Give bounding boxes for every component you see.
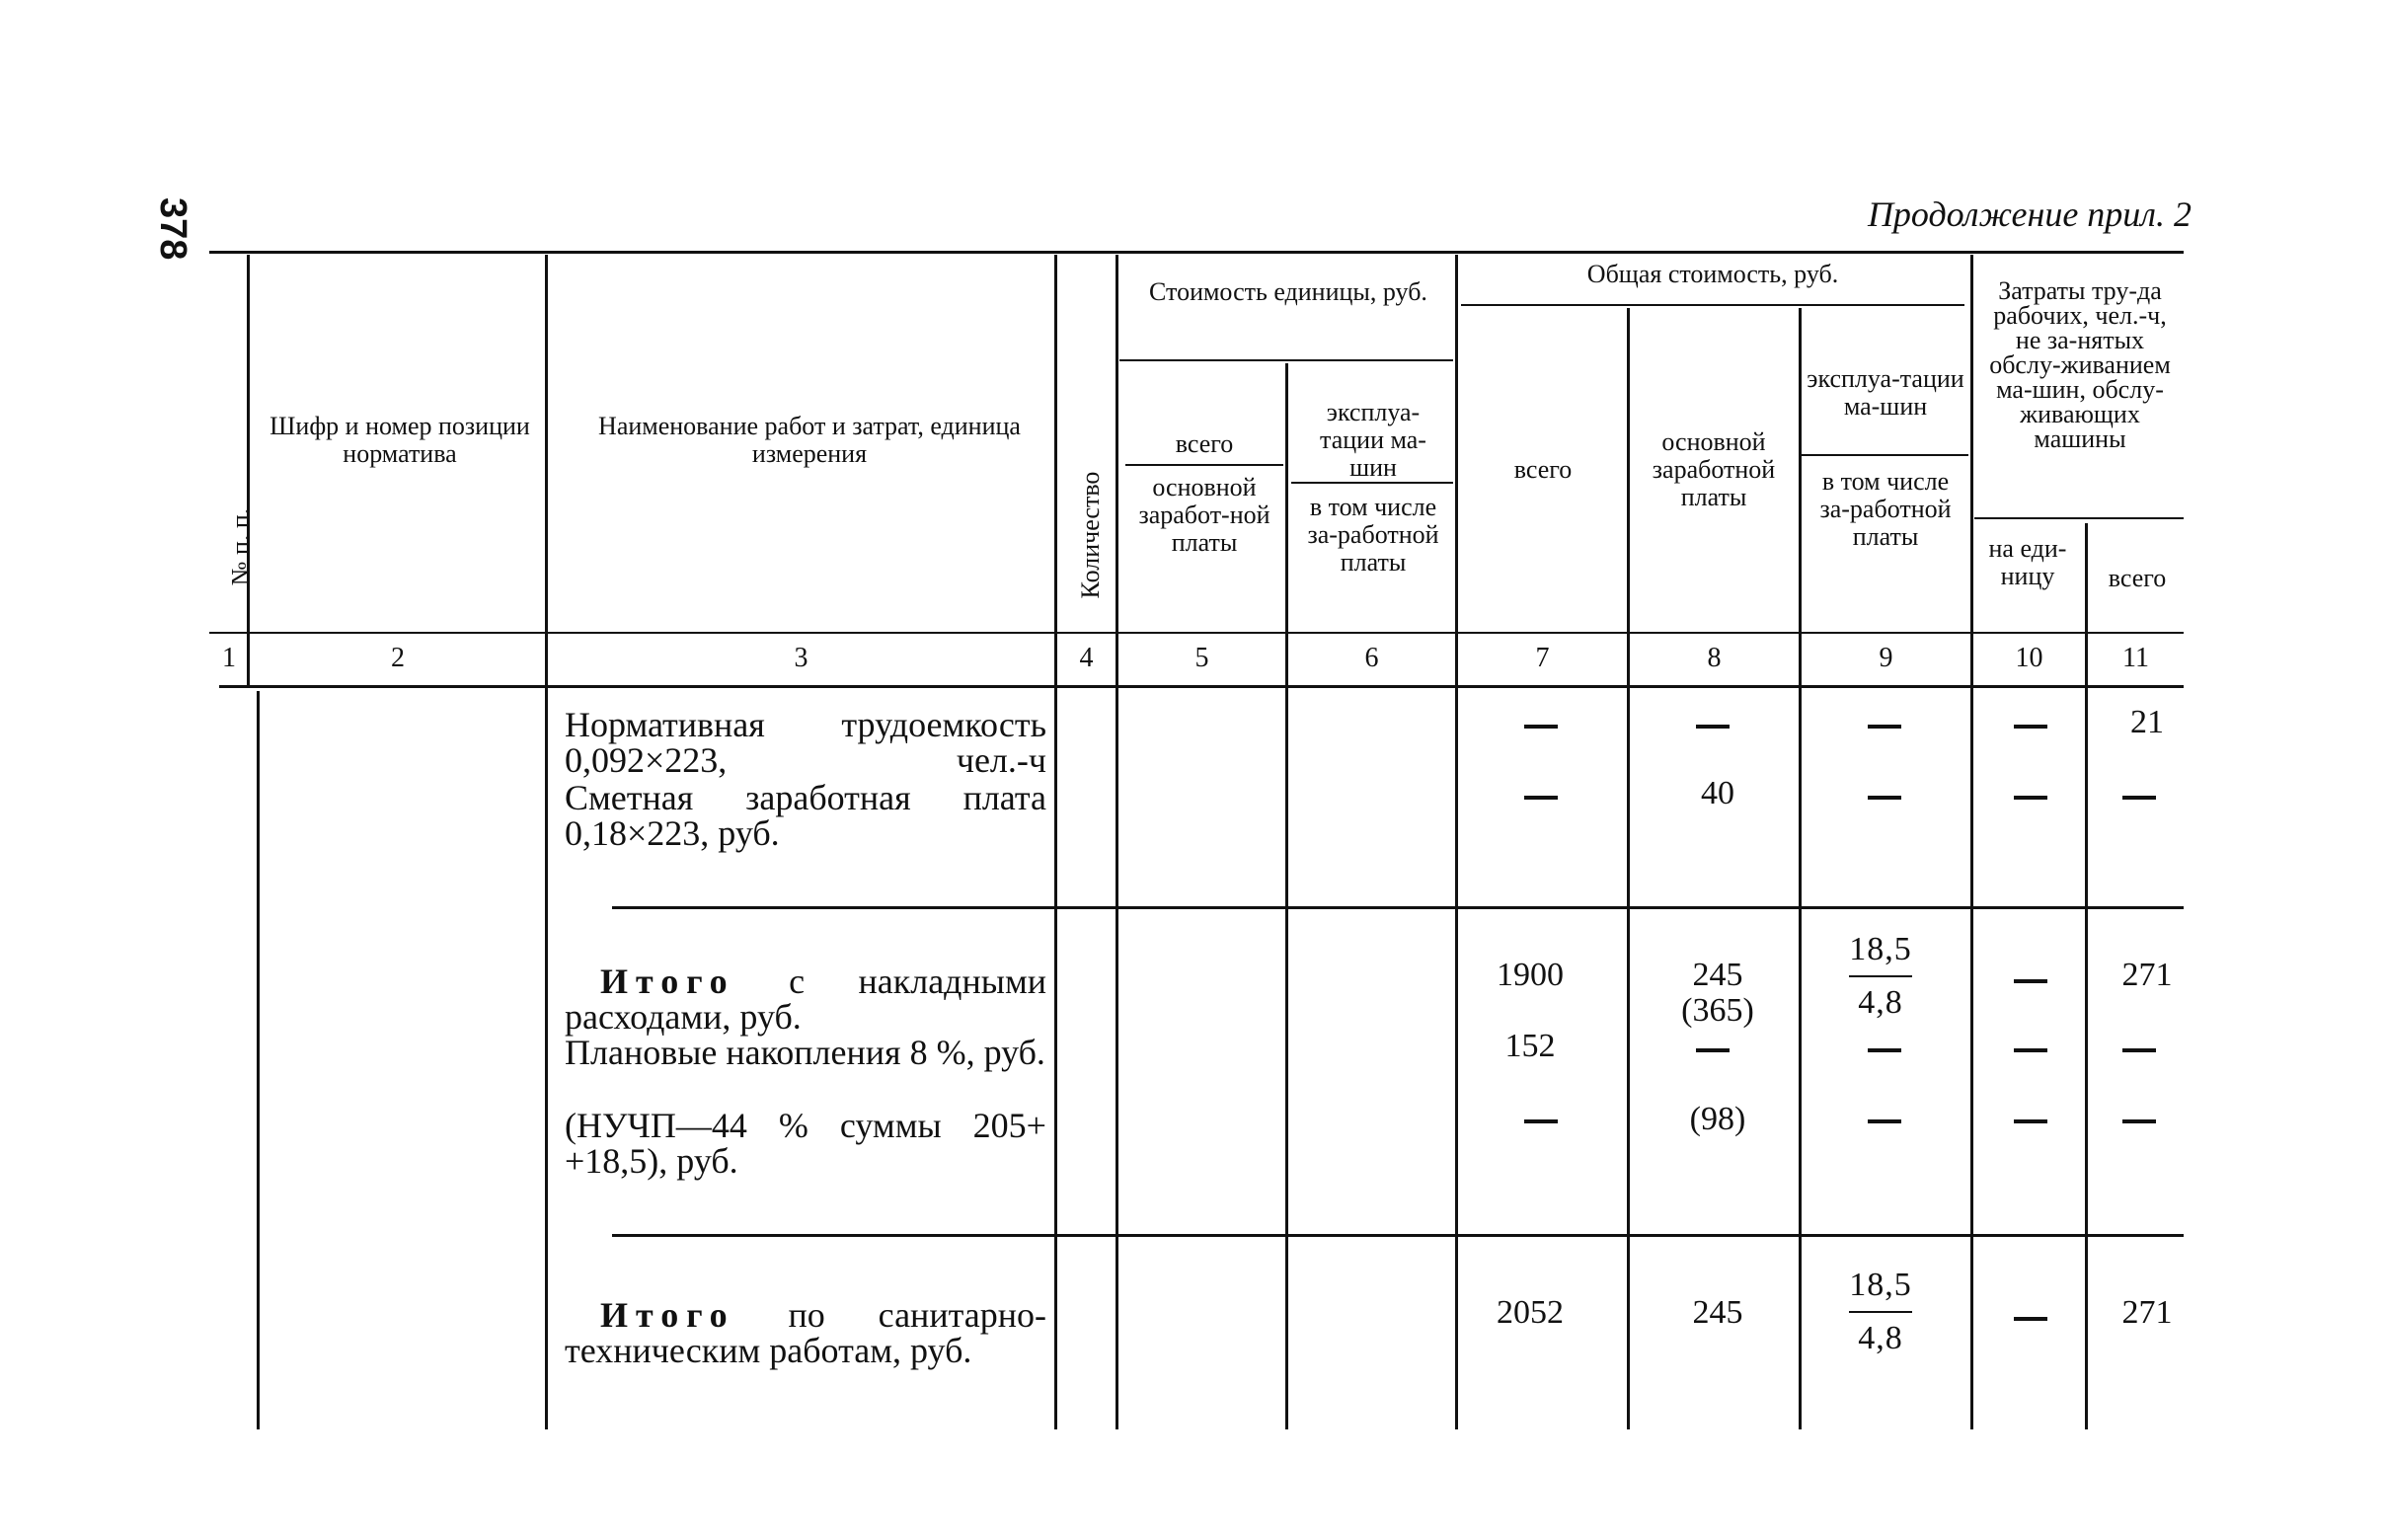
dash — [2014, 979, 2047, 983]
header-unit-cost: Стоимость единицы, руб. — [1149, 277, 1427, 306]
row-nuchp: (НУЧП—44 % суммы 205+ +18,5), руб. — [565, 1106, 1046, 1181]
r6-total-all: 2052 — [1497, 1294, 1564, 1331]
col-number: 3 — [794, 643, 808, 673]
fraction-bar — [1849, 975, 1912, 977]
col-number: 6 — [1364, 643, 1379, 673]
col-number: 5 — [1194, 643, 1209, 673]
dash — [1524, 796, 1558, 800]
r6-machines-fraction — [1807, 1268, 1955, 1356]
col-number: 2 — [391, 643, 405, 673]
col-number: 10 — [2015, 643, 2043, 673]
total-lead: Итого — [600, 1295, 735, 1335]
dash — [2014, 1048, 2047, 1052]
r3-base-wage: 245 — [1692, 957, 1743, 993]
r3-machines-wage: 4,8 — [1858, 984, 1903, 1021]
page-caption: Продолжение прил. 2 — [1867, 194, 2192, 234]
row-planned-savings: Плановые накопления 8 %, руб. — [565, 1033, 1045, 1072]
header-total-machines: эксплуа-тации ма-шин — [1807, 364, 1964, 421]
row-total-overhead — [565, 963, 1046, 1035]
r6-machines: 18,5 — [1849, 1267, 1912, 1303]
r3-base-wage-b: (365) — [1681, 992, 1754, 1029]
dash — [2122, 796, 2156, 800]
row-estimated-wage: Сметная заработная плата 0,18×223, руб. — [565, 778, 1046, 853]
dash — [1868, 1119, 1901, 1123]
col-number: 1 — [222, 643, 236, 673]
dash — [2014, 725, 2047, 729]
r4-total-all: 152 — [1504, 1028, 1556, 1064]
header-code: Шифр и номер позиции норматива — [269, 412, 530, 468]
r6-labor-total: 271 — [2121, 1294, 2173, 1331]
r5-base-wage: (98) — [1689, 1101, 1746, 1137]
page-number: 378 — [152, 197, 193, 261]
header-labor-unit: на еди-ницу — [1988, 534, 2067, 590]
r2-base-wage: 40 — [1701, 775, 1734, 811]
header-total-all: всего — [1513, 455, 1573, 484]
dash — [2122, 1048, 2156, 1052]
header-quantity: Количество — [1076, 471, 1105, 599]
col-number: 9 — [1879, 643, 1893, 673]
total-lead: Итого — [600, 962, 735, 1001]
r1-labor-total: 21 — [2130, 704, 2164, 740]
r3-labor-total: 271 — [2121, 957, 2173, 993]
col-number: 8 — [1707, 643, 1722, 673]
header-unit-machines-wage: в том числе за-работной платы — [1307, 493, 1439, 577]
dash — [1696, 1048, 1730, 1052]
header-col-num: № п. п. — [226, 507, 255, 586]
row-normative-labor: Нормативная трудоемкость 0,092×223, чел.-ч — [565, 705, 1046, 780]
total-text: с накладными расходами, руб. — [565, 962, 1046, 1037]
row-total-sanitary — [565, 1297, 1046, 1368]
dash — [1868, 1048, 1901, 1052]
r3-machines-fraction — [1807, 932, 1955, 1021]
header-total-machines-wage: в том числе за-работной платы — [1819, 467, 1952, 551]
header-total-cost: Общая стоимость, руб. — [1586, 260, 1839, 288]
fraction-bar — [1849, 1311, 1912, 1313]
col-number: 11 — [2122, 643, 2149, 673]
dash — [2122, 1119, 2156, 1123]
col-number: 4 — [1079, 643, 1094, 673]
header-total-base-wage: основной заработной платы — [1652, 427, 1776, 511]
header-labor: Затраты тру-да рабочих, чел.-ч, не за-нятых обслу-живанием ма-шин, обслу-живающих машины — [1989, 276, 2171, 453]
total-text: по санитарно-техническим работам, руб. — [565, 1295, 1046, 1370]
header-name: Наименование работ и затрат, единица измерения — [598, 412, 1021, 468]
dash — [1868, 725, 1901, 729]
col-number: 7 — [1535, 643, 1550, 673]
header-unit-machines: эксплуа-тации ма-шин — [1320, 398, 1426, 482]
header-unit-total: всего — [1175, 429, 1234, 458]
dash — [1524, 725, 1558, 729]
dash — [2014, 1317, 2047, 1321]
dash — [1696, 725, 1730, 729]
dash — [1868, 796, 1901, 800]
header-unit-base-wage: основной заработ-ной платы — [1138, 473, 1270, 557]
header-labor-total: всего — [2108, 564, 2167, 592]
r6-base-wage: 245 — [1692, 1294, 1743, 1331]
dash — [1524, 1119, 1558, 1123]
r3-total-all: 1900 — [1497, 957, 1564, 993]
r3-machines: 18,5 — [1849, 931, 1912, 967]
r6-machines-wage: 4,8 — [1858, 1320, 1903, 1356]
dash — [2014, 796, 2047, 800]
dash — [2014, 1119, 2047, 1123]
